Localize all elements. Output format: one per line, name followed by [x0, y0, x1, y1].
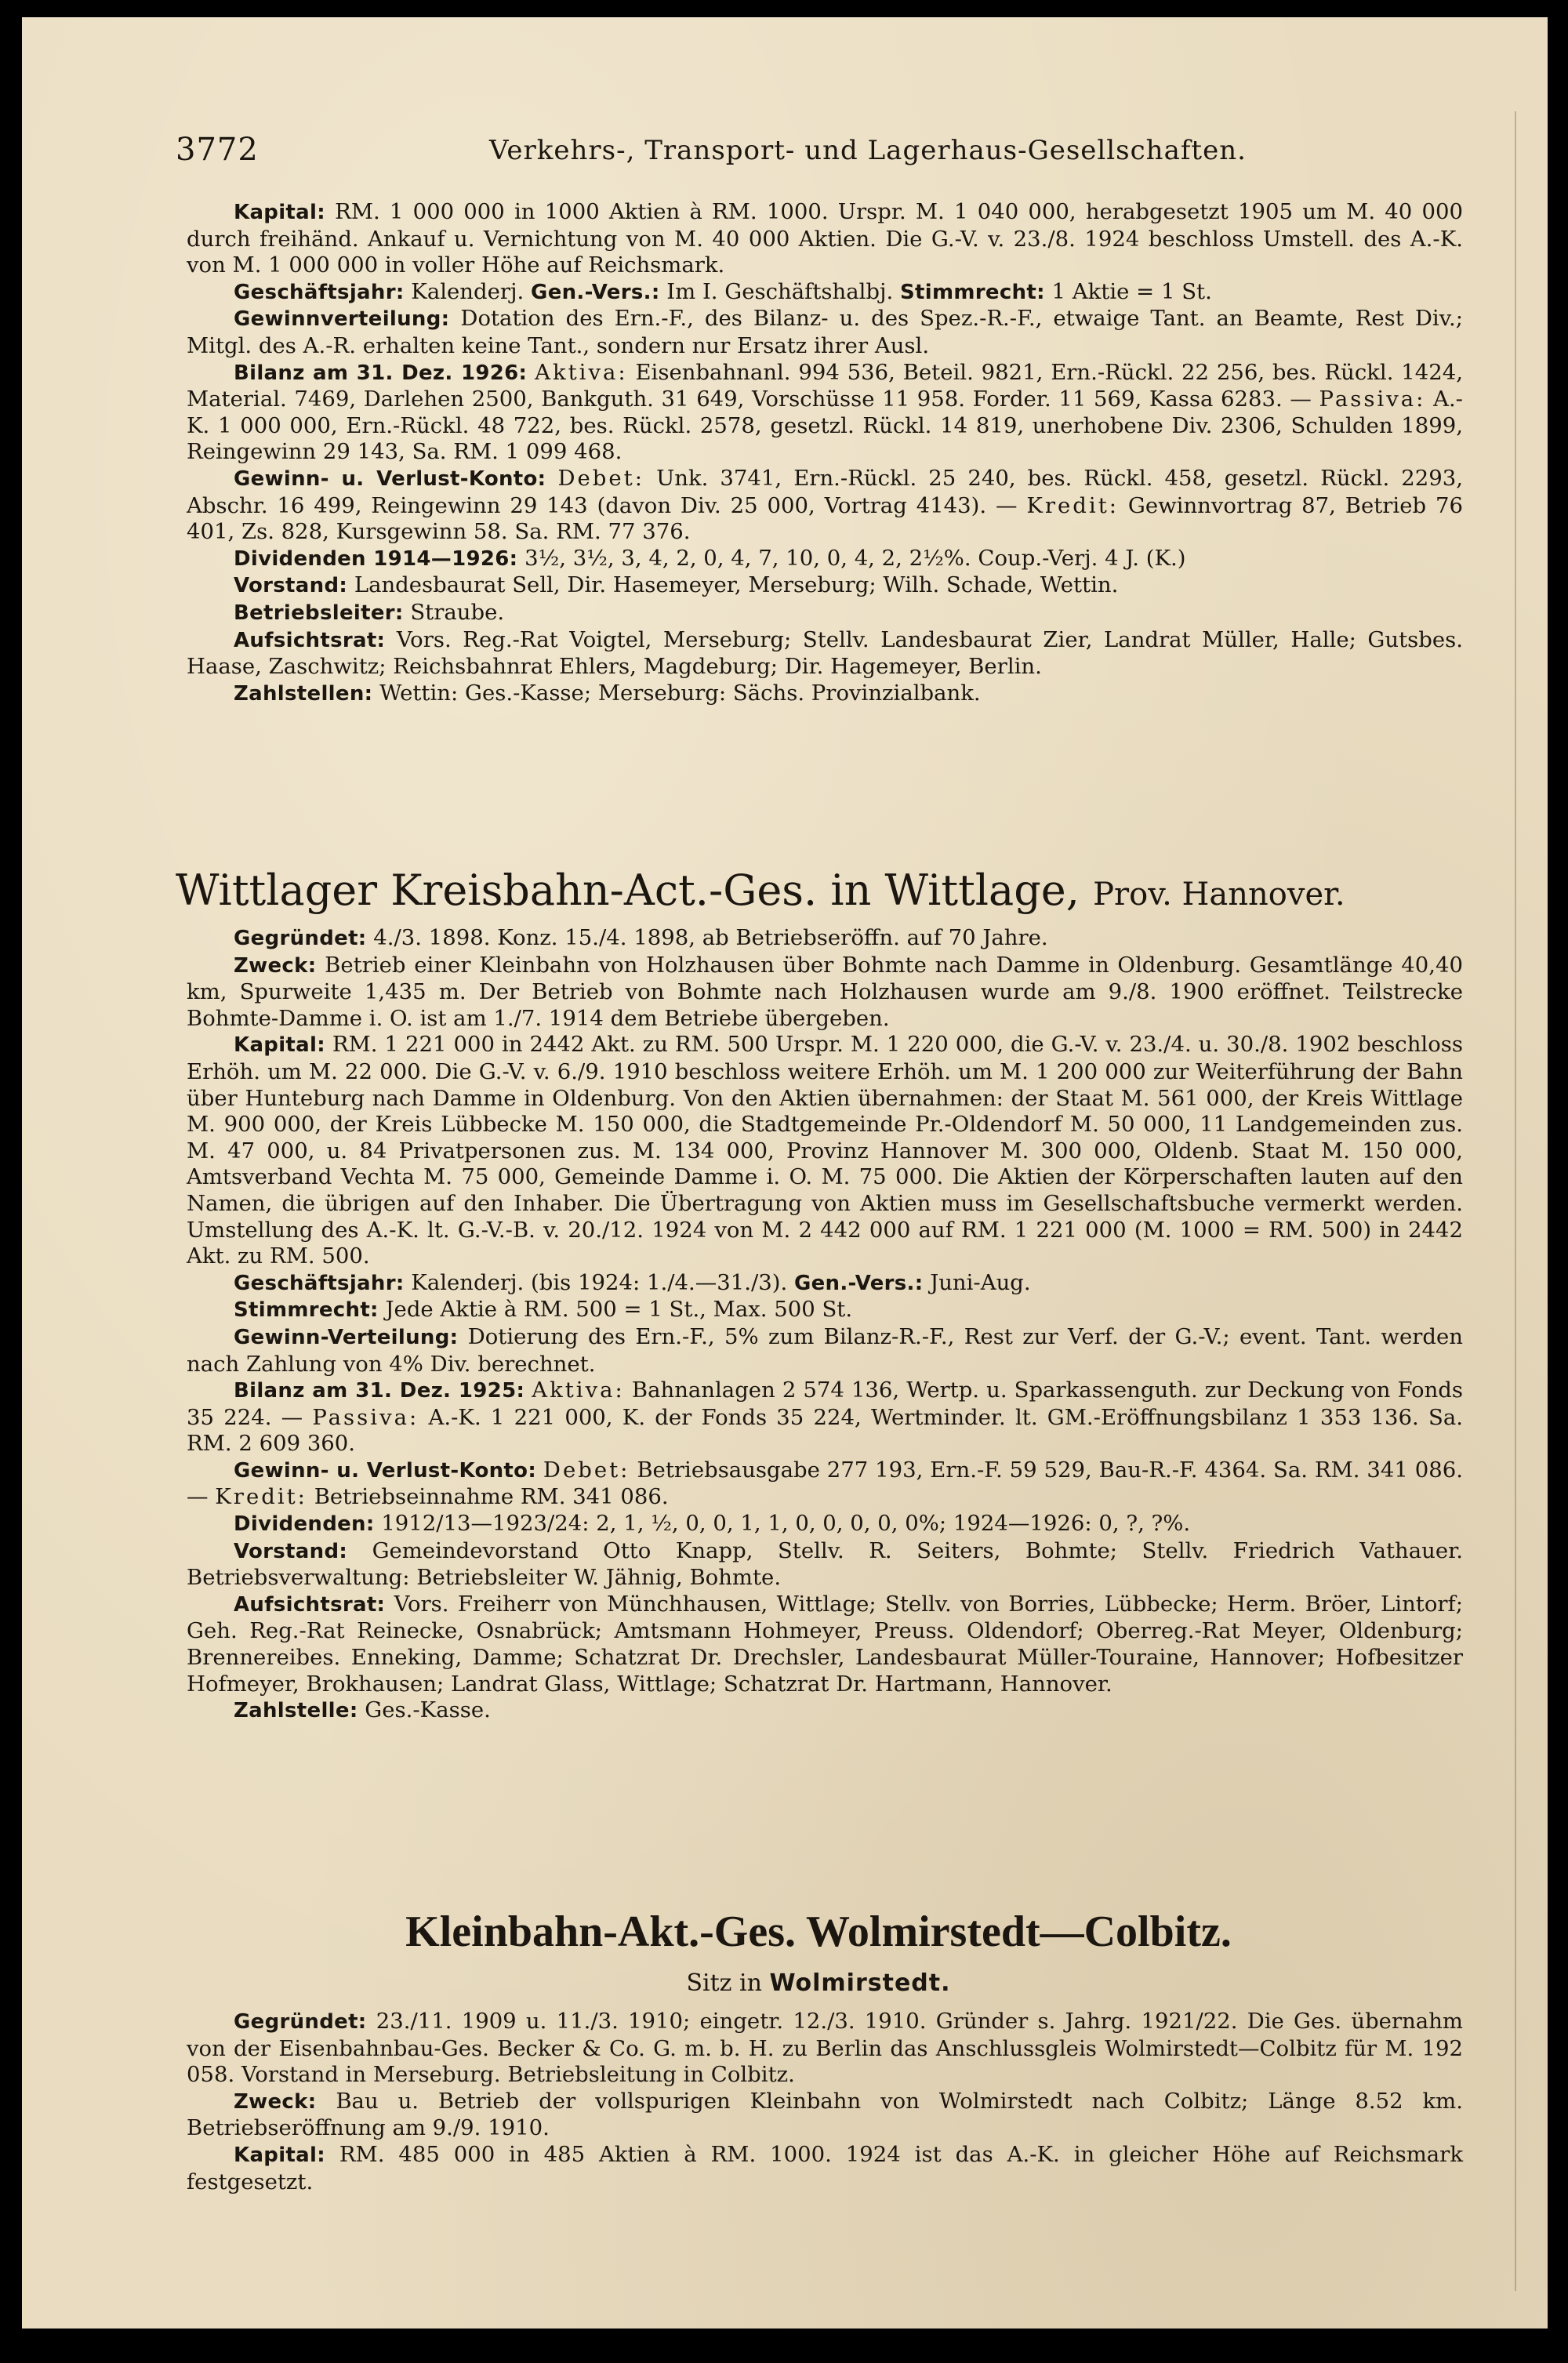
page-sheet: [22, 17, 1548, 2329]
entry-betriebsleiter: [187, 600, 1463, 627]
company-title-wolmirstedt: Kleinbahn-Akt.-Ges. Wolmirstedt—Colbitz.: [405, 1907, 1232, 1956]
label-zweck: Zweck:: [234, 953, 317, 978]
text-dividenden: 1912/13—1923/24: 2, 1, ½, 0, 0, 1, 1, 0, 0, 0, 0, 0%; 1924—1926: 0, ?, ?%.: [381, 1511, 1191, 1537]
seat-prefix: Sitz in: [686, 1969, 762, 1997]
entry-bilanz: [187, 360, 1463, 466]
text-betriebsleiter: Straube.: [410, 599, 505, 625]
label-genvers: Gen.-Vers.:: [793, 1271, 924, 1295]
label-kapital: Kapital:: [234, 201, 325, 224]
text-debet: Unk. 3741, Ern.-Rückl. 25 240, bes. Rückl. 458, gesetzl. Rückl. 2293, Abschr. 16 499, Reingewinn 29 143 (davon Div. 25 000, Vortrag 4143). —: [187, 465, 1464, 518]
text-kapital: RM. 1 221 000 in 2442 Akt. zu RM. 500 Urspr. M. 1 220 000, die G.-V. v. 23./4. u. 30./8. 1902 beschloss Erhöh. um M. 22 000. Die G.-V. v. 6./9. 1910 beschloss weitere Erhöh. um M. 1 200 000 zur Weiterführung der Bahn über Hunteburg nach Damme in Oldenburg. Von den Aktien übernahmen: der Staat M. 561 000, der Kreis Wittlage M. 900 000, der Kreis Lübbecke M. 150 000, die Stadtgemeinde Pr.-Oldendorf M. 50 000, 11 Landgemeinden zus. M. 47 000, u. 84 Privatpersonen zus. M. 134 000, Provinz Hannover M. 300 000, Oldenb. Staat M. 150 000, Amtsverband Vechta M. 75 000, Gemeinde Damme i. O. M. 75 000. Die Aktien der Körperschaften lauten auf den Namen, die übrigen auf den Inhaber. Die Übertragung von Aktien muss im Gesellschaftsbuche vermerkt werden. Umstellung des A.-K. lt. G.-V.-B. v. 20./12. 1924 von M. 2 442 000 auf RM. 1 221 000 (M. 1000 = RM. 500) in 2442 Akt. zu RM. 500.: [187, 1032, 1463, 1269]
label-vorstand: Vorstand:: [234, 1539, 348, 1563]
label-bilanz: Bilanz am 31. Dez. 1926:: [234, 361, 528, 385]
label-gewinn-verlust: Gewinn- u. Verlust-Konto:: [234, 1458, 537, 1483]
text-zahlstellen: Wettin: Ges.-Kasse; Merseburg: Sächs. Provinzialbank.: [379, 680, 981, 706]
text-vorstand: Landesbaurat Sell, Dir. Hasemeyer, Merseburg; Wilh. Schade, Wettin.: [354, 572, 1119, 598]
label-aktiva: Aktiva:: [532, 1378, 625, 1403]
entry-geschaeftsjahr: [187, 1270, 1463, 1298]
text-debet: Betriebsausgabe 277 193, Ern.-F. 59 529, Bau-R.-F. 4364. Sa. RM. 341 086. —: [187, 1457, 1464, 1510]
company-location: Prov. Hannover.: [1093, 877, 1345, 913]
text-passiva: A.-K. 1 221 000, K. der Fonds 35 224, Wertminder. lt. GM.-Eröffnungsbilanz 1 353 136. Sa. RM. 2 609 360.: [187, 1404, 1463, 1457]
label-kapital: Kapital:: [234, 1033, 325, 1058]
text-stimmrecht: 1 Aktie = 1 St.: [1051, 278, 1212, 304]
label-bilanz: Bilanz am 31. Dez. 1925:: [234, 1379, 525, 1403]
running-title: Verkehrs-, Transport- und Lagerhaus-Gesellschaften.: [489, 135, 1247, 166]
label-kapital: Kapital:: [234, 2143, 325, 2167]
text-zahlstelle: Ges.-Kasse.: [365, 1697, 491, 1723]
text-dividenden: 3½, 3½, 3, 4, 2, 0, 4, 7, 10, 0, 4, 2, 2½%. Coup.-Verj. 4 J. (K.): [524, 545, 1186, 571]
page-header: [176, 132, 1461, 176]
seat-city: Wolmirstedt.: [769, 1969, 951, 1997]
entry-aufsichtsrat: [187, 627, 1463, 681]
section-wolmirstedt: [187, 2009, 1463, 2195]
label-vorstand: Vorstand:: [234, 574, 348, 598]
text-aktiva: Eisenbahnanl. 994 536, Beteil. 9821, Ern.-Rückl. 22 256, bes. Rückl. 1424, Material. 7469, Darlehen 2500, Bankguth. 31 649, Vorschüsse 11 958. Forder. 11 569, Kassa 6283. —: [187, 359, 1464, 412]
text-geschaeftsjahr: Kalenderj. (bis 1924: 1./4.—31./3).: [411, 1269, 788, 1295]
label-aktiva: Aktiva:: [535, 359, 628, 385]
label-debet: Debet:: [543, 1457, 630, 1483]
label-aufsichtsrat: Aufsichtsrat:: [234, 1592, 386, 1617]
label-passiva: Passiva:: [1319, 387, 1426, 412]
entry-bilanz: [187, 1378, 1463, 1457]
entry-zweck: [187, 953, 1463, 1033]
entry-zweck: [187, 2089, 1463, 2142]
margin-line: [1515, 111, 1516, 2291]
company-title-wittlager: [176, 866, 1461, 915]
label-passiva: Passiva:: [312, 1404, 419, 1430]
text-geschaeftsjahr: Kalenderj.: [411, 278, 524, 304]
label-kredit: Kredit:: [215, 1484, 307, 1510]
label-genvers: Gen.-Vers.:: [531, 280, 660, 304]
label-dividenden: Dividenden:: [234, 1512, 375, 1537]
entry-gewinnverteilung: [187, 306, 1463, 359]
text-aufsichtsrat: Vors. Reg.-Rat Voigtel, Merseburg; Stellv. Landesbaurat Zier, Landrat Müller, Halle; Gutsbes. Haase, Zaschwitz; Reichsbahnrat Ehlers, Magdeburg; Dir. Hagemeyer, Berlin.: [187, 626, 1463, 680]
entry-gewinn-verlust: [187, 466, 1463, 546]
entry-vorstand: [187, 1538, 1463, 1592]
entry-kapital: [187, 199, 1463, 279]
text-aktiva: Bahnanlagen 2 574 136, Wertp. u. Sparkassenguth. zur Deckung von Fonds 35 224. —: [187, 1378, 1464, 1430]
entry-gewinnverteilung: [187, 1324, 1463, 1378]
text-kapital: RM. 485 000 in 485 Aktien à RM. 1000. 1924 ist das A.-K. in gleicher Höhe auf Reichsmark festgesetzt.: [187, 2141, 1463, 2194]
text-kapital: RM. 1 000 000 in 1000 Aktien à RM. 1000. Urspr. M. 1 040 000, herabgesetzt 1905 um M. 40 000 durch freihänd. Ankauf u. Vernichtung von M. 40 000 Aktien. Die G.-V. v. 23./8. 1924 beschloss Umstell. des A.-K. von M. 1 000 000 in voller Höhe auf Reichsmark.: [187, 199, 1463, 278]
entry-zahlstellen: [187, 681, 1463, 708]
label-kredit: Kredit:: [1026, 492, 1120, 518]
entry-stimmrecht: [187, 1297, 1463, 1324]
section-wittlager: [187, 925, 1463, 1725]
text-gegruendet: 23./11. 1909 u. 11./3. 1910; eingetr. 12./3. 1910. Gründer s. Jahrg. 1921/22. Die Ges. übernahm von der Eisenbahnbau-Ges. Becker & Co. G. m. b. H. zu Berlin das Anschlussgleis Wolmirstedt—Colbitz für M. 192 058. Vorstand in Merseburg. Betriebsleitung in Colbitz.: [187, 2009, 1463, 2088]
entry-zahlstelle: [187, 1697, 1463, 1725]
label-aufsichtsrat: Aufsichtsrat:: [234, 628, 386, 652]
text-gewinnverteilung: Dotation des Ern.-F., des Bilanz- u. des Spez.-R.-F., etwaige Tant. an Beamte, Rest Div.; Mitgl. des A.-R. erhalten keine Tant., sondern nur Ersatz ihrer Ausl.: [187, 306, 1463, 358]
text-kredit: Gewinnvortrag 87, Betrieb 76 401, Zs. 828, Kursgewinn 58. Sa. RM. 77 376.: [187, 492, 1463, 545]
page-number: 3772: [176, 132, 259, 168]
company-name: Wittlager Kreisbahn-Act.-Ges. in Wittlage,: [176, 866, 1080, 915]
text-zweck: Betrieb einer Kleinbahn von Holzhausen über Bohmte nach Damme in Oldenburg. Gesamtlänge 40,40 km, Spurweite 1,435 m. Der Betrieb von Bohmte nach Holzhausen wurde am 9./8. 1900 eröffnet. Teilstrecke Bohmte-Damme i. O. ist am 1./7. 1914 dem Betriebe übergeben.: [187, 952, 1463, 1031]
text-genvers: Im I. Geschäftshalbj.: [666, 278, 894, 304]
label-gewinn-verlust: Gewinn- u. Verlust-Konto:: [234, 466, 546, 491]
entry-dividenden: [187, 1511, 1463, 1538]
label-gewinnverteilung: Gewinn-Verteilung:: [234, 1325, 459, 1349]
label-debet: Debet:: [557, 465, 644, 491]
label-zweck: Zweck:: [234, 2089, 317, 2114]
text-aufsichtsrat: Vors. Freiherr von Münchhausen, Wittlage; Stellv. von Borries, Lübbecke; Herm. Bröer, Lintorf; Geh. Reg.-Rat Reinecke, Osnabrück; Amtsmann Hohmeyer, Preuss. Oldendorf; Oberreg.-Rat Meyer, Oldenburg; Brennereibes. Enneking, Damme; Schatzrat Dr. Drechsler, Landesbaurat Müller-Touraine, Hannover; Hofbesitzer Hofmeyer, Brokhausen; Landrat Glass, Wittlage; Schatzrat Dr. Hartmann, Hannover.: [187, 1591, 1463, 1697]
label-gegruendet: Gegründet:: [234, 927, 367, 950]
label-zahlstellen: Zahlstellen:: [234, 681, 373, 706]
entry-geschaeftsjahr: [187, 279, 1463, 307]
entry-kapital: [187, 1032, 1463, 1269]
entry-gegruendet: [187, 925, 1463, 953]
label-geschaeftsjahr: Geschäftsjahr:: [234, 280, 405, 304]
entry-dividenden: [187, 546, 1463, 573]
label-zahlstelle: Zahlstelle:: [234, 1699, 358, 1723]
entry-aufsichtsrat: [187, 1592, 1463, 1697]
entry-kapital: [187, 2142, 1463, 2195]
label-geschaeftsjahr: Geschäftsjahr:: [234, 1271, 405, 1295]
section-continuation: [187, 199, 1463, 707]
text-genvers: Juni-Aug.: [930, 1269, 1031, 1295]
label-stimmrecht: Stimmrecht:: [234, 1298, 379, 1323]
label-stimmrecht: Stimmrecht:: [900, 280, 1045, 304]
label-gewinnverteilung: Gewinnverteilung:: [234, 307, 450, 332]
text-vorstand: Gemeindevorstand Otto Knapp, Stellv. R. Seiters, Bohmte; Stellv. Friedrich Vathauer. Betriebsverwaltung: Betriebsleiter W. Jähnig, Bohmte.: [187, 1537, 1463, 1591]
label-betriebsleiter: Betriebsleiter:: [234, 601, 404, 625]
text-gegruendet: 4./3. 1898. Konz. 15./4. 1898, ab Betriebseröffn. auf 70 Jahre.: [373, 925, 1048, 950]
label-dividenden: Dividenden 1914—1926:: [234, 546, 518, 571]
text-passiva: A.-K. 1 000 000, Ern.-Rückl. 48 722, bes. Rückl. 2578, gesetzl. Rückl. 14 819, unerhobene Div. 2306, Schulden 1899, Reingewinn 29 143, Sa. RM. 1 099 468.: [187, 387, 1463, 465]
text-gewinnverteilung: Dotierung des Ern.-F., 5% zum Bilanz-R.-F., Rest zur Verf. der G.-V.; event. Tant. werden nach Zahlung von 4% Div. berechnet.: [187, 1323, 1463, 1377]
text-stimmrecht: Jede Aktie à RM. 500 = 1 St., Max. 500 St.: [385, 1297, 853, 1323]
company-seat: [176, 1969, 1461, 1997]
text-kredit: Betriebseinnahme RM. 341 086.: [314, 1484, 669, 1510]
label-gegruendet: Gegründet:: [234, 2010, 367, 2034]
text-zweck: Bau u. Betrieb der vollspurigen Kleinbahn von Wolmirstedt nach Colbitz; Länge 8.52 km. Betriebseröffnung am 9./9. 1910.: [187, 2088, 1463, 2141]
entry-gewinn-verlust: [187, 1457, 1463, 1511]
entry-gegruendet: [187, 2009, 1463, 2089]
entry-vorstand: [187, 572, 1463, 600]
